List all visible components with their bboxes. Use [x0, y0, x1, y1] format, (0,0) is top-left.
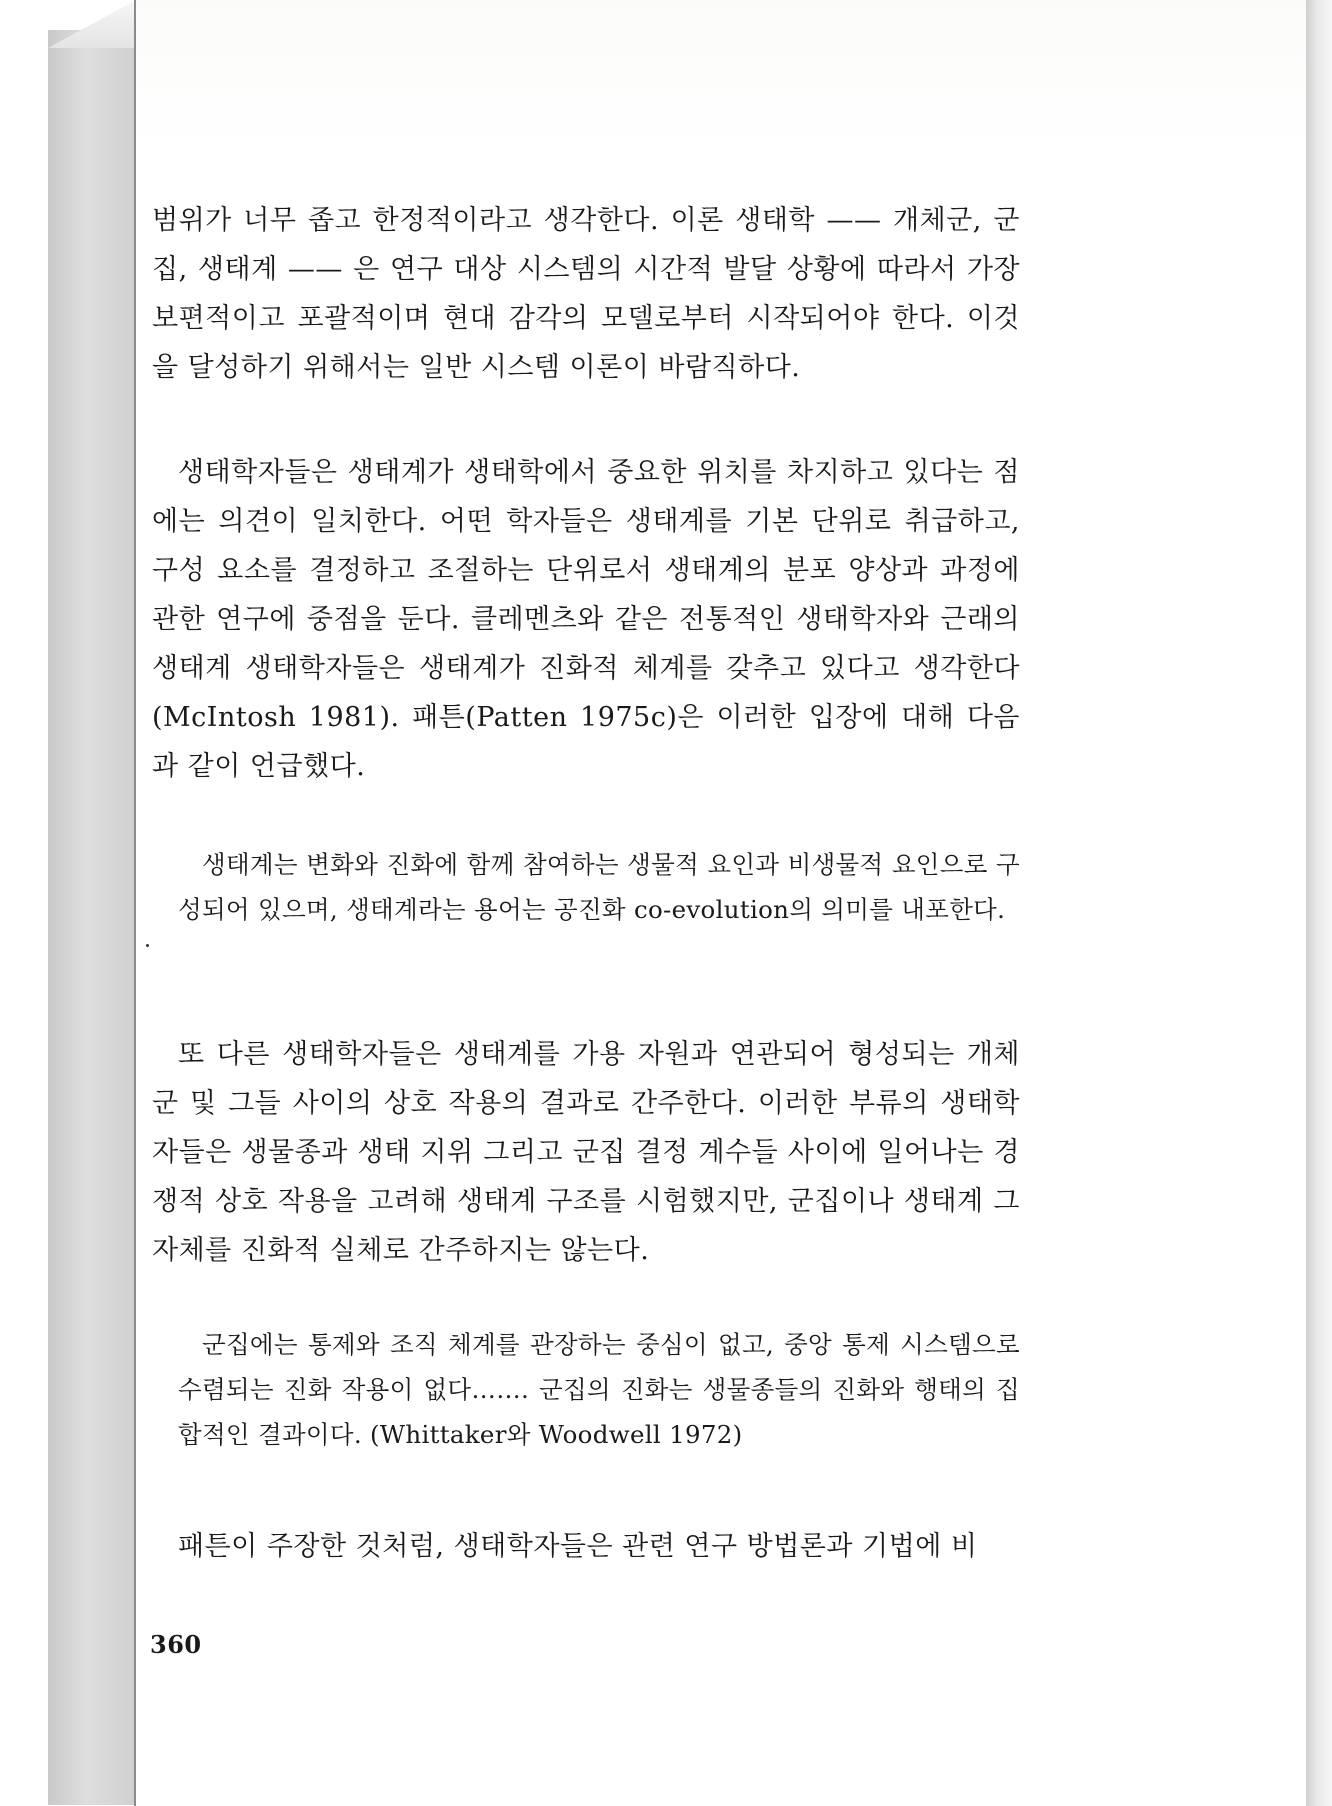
page-number: 360: [150, 1630, 202, 1659]
page-edge: [1306, 0, 1332, 1806]
block-quote-1: 생태계는 변화와 진화에 함께 참여하는 생물적 요인과 비생물적 요인으로 구성되어 있으며, 생태계라는 용어는 공진화 co-evolution의 의미를 내포한다.: [178, 850, 1020, 924]
paragraph-2: 생태학자들은 생태계가 생태학에서 중요한 위치를 차지하고 있다는 점에는 의견이 일치한다. 어떤 학자들은 생태계를 기본 단위로 취급하고, 구성 요소를 결정하고 조절하는 단위로서 생태계의 분포 양상과 과정에 관한 연구에 중점을 둔다. 클레멘츠와 같은 전통적인 생태학자와 근래의 생태계 생태학자들은 생태계가 진화적 체계를 갖추고 있다고 생각한다(McIntosh 1981). 패튼(Patten 1975c)은 이러한 입장에 대해 다음과 같이 언급했다.: [152, 457, 1020, 782]
paragraph-4: 패튼이 주장한 것처럼, 생태학자들은 관련 연구 방법론과 기법에 비: [178, 1531, 978, 1562]
paragraph-1: 범위가 너무 좁고 한정적이라고 생각한다. 이론 생태학 —— 개체군, 군집, 생태계 —— 은 연구 대상 시스템의 시간적 발달 상황에 따라서 가장 보편적이고 포괄적이며 현대 감각의 모델로부터 시작되어야 한다. 이것을 달성하기 위해서는 일반 시스템 이론이 바람직하다.: [152, 205, 1020, 383]
book-spine: [48, 30, 134, 1805]
paragraph-3: 또 다른 생태학자들은 생태계를 가용 자원과 연관되어 형성되는 개체군 및 그들 사이의 상호 작용의 결과로 간주한다. 이러한 부류의 생태학자들은 생물종과 생태 지위 그리고 군집 결정 계수들 사이에 일어나는 경쟁적 상호 작용을 고려해 생태계 구조를 시험했지만, 군집이나 생태계 그 자체를 진화적 실체로 간주하지는 않는다.: [152, 1039, 1020, 1266]
block-quote-2: 군집에는 통제와 조직 체계를 관장하는 중심이 없고, 중앙 통제 시스템으로 수렴되는 진화 작용이 없다……. 군집의 진화는 생물종들의 진화와 행태의 집합적인 결과이다. (Whittaker와 Woodwell 1972): [178, 1330, 1020, 1449]
stray-mark: [146, 944, 149, 947]
